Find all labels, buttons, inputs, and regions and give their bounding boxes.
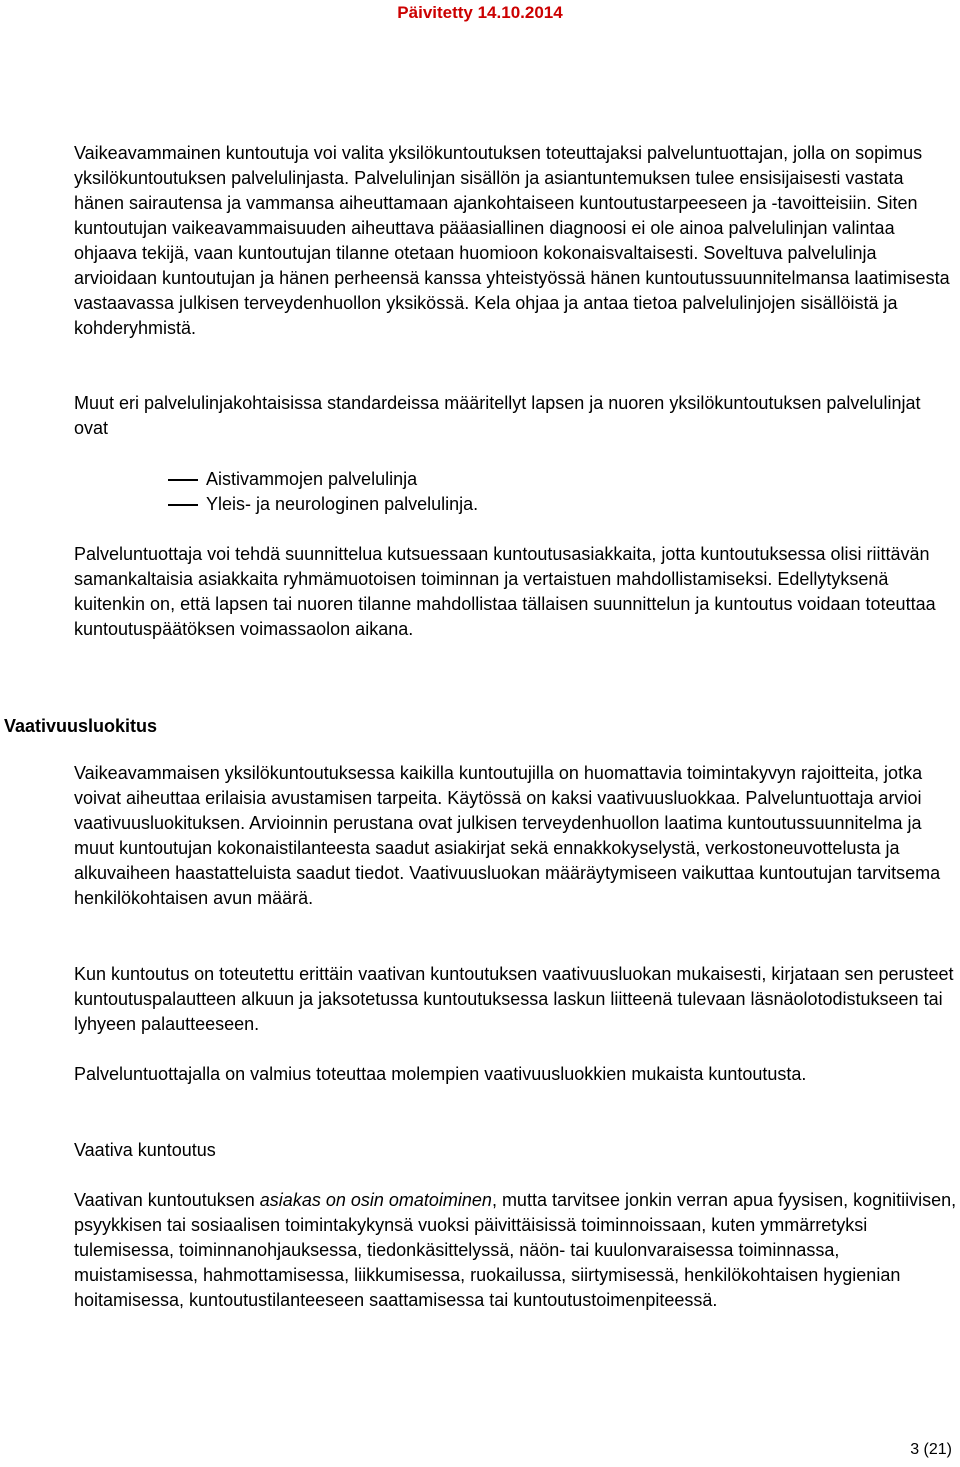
- list-item: Yleis- ja neurologinen palvelulinja.: [168, 492, 478, 517]
- paragraph-readiness: Palveluntuottajalla on valmius toteuttaa molempien vaativuusluokkien mukaista kuntoutusta.: [74, 1064, 807, 1084]
- subheading-demanding-rehab: Vaativa kuntoutus: [74, 1140, 216, 1160]
- service-line-list: [168, 467, 478, 517]
- dash-bullet: [168, 504, 198, 506]
- update-date: Päivitetty 14.10.2014: [397, 3, 563, 22]
- paragraph-intro: Vaikeavammainen kuntoutuja voi valita yksilökuntoutuksen toteuttajaksi palveluntuottajan, jolla on sopimus yksilökuntoutuksen palvelulinjasta. Palvelulinjan sisällön ja asiantuntemuksen tulee ensisijaisesti vastata hänen sairautensa ja vammansa aiheuttamaan ajankohtaiseen kuntoutustarpeeseen ja -tavoitteisiin. Siten kuntoutujan vaikeavammaisuuden aiheuttava pääasiallinen diagnoosi ei ole ainoa palvelulinjan valintaa ohjaava tekijä, vaan kuntoutujan tilanne otetaan huomioon kokonaisvaltaisesti. Soveltuva palvelulinja arvioidaan kuntoutujan ja hänen perheensä kanssa yhteistyössä hänen kuntoutussuunnitelmansa laatimisesta vastaavassa julkisen terveydenhuollon yksikössä. Kela ohjaa ja antaa tietoa palvelulinjojen sisällöistä ja kohderyhmistä.: [74, 143, 950, 338]
- paragraph-demanding-rehab: Vaativan kuntoutuksen asiakas on osin omatoiminen, mutta tarvitsee jonkin verran apua fyysisen, kognitiivisen, psyykkisen tai sosiaalisen toimintakykynsä vuoksi päivittäisissä toiminnoissaan, kuten ymmärretyksi tulemisessa, toiminnanohjauksessa, tiedonkäsittelyssä, näön- tai kuulonvaraisessa toiminnassa, muistamisessa, hahmottamisessa, liikkumisessa, ruokailussa, siirtymisessä, henkilökohtaisen hygienian hoitamisessa, kuntoutustilanteeseen saattamisessa tai kuntoutustoimenpiteessä.: [74, 1190, 957, 1310]
- emphasis-text: asiakas on osin omatoiminen: [259, 1190, 492, 1210]
- paragraph-classification: Vaikeavammaisen yksilökuntoutuksessa kaikilla kuntoutujilla on huomattavia toimintakyvyn rajoitteita, jotka voivat aiheuttaa erilaisia avustamisen tarpeita. Käytössä on kaksi vaativuusluokkaa. Palveluntuottaja arvioi vaativuusluokituksen. Arvioinnin perustana ovat julkisen terveydenhuollon laatima kuntoutussuunnitelma ja muut kuntoutujan kokonaistilanteesta saadut asiakirjat sekä ennakkokyselystä, verkostoneuvottelusta ja alkuvaiheen haastatteluista saadut tiedot. Vaativuusluokan määräytymiseen vaikuttaa kuntoutujan tarvitsema henkilökohtaisen avun määrä.: [74, 763, 941, 908]
- page-number: 3 (21): [910, 1441, 952, 1458]
- section-heading: Vaativuusluokitus: [4, 716, 158, 736]
- paragraph-documentation: Kun kuntoutus on toteutettu erittäin vaativan kuntoutuksen vaativuusluokan mukaisesti, kirjataan sen perusteet kuntoutuspalautteen alkuun ja jaksotetussa kuntoutuksessa laskun liitteenä tulevaan läsnäolotodistukseen tai lyhyeen palautteeseen.: [74, 964, 954, 1034]
- paragraph-planning: Palveluntuottaja voi tehdä suunnittelua kutsuessaan kuntoutusasiakkaita, jotta kuntoutuksessa olisi riittävän samankaltaisia asiakkaita ryhmämuotoisen toiminnan ja vertaistuen mahdollistamiseksi. Edellytyksenä kuitenkin on, että lapsen tai nuoren tilanne mahdollistaa tällaisen suunnittelun ja kuntoutus voidaan toteuttaa kuntoutuspäätöksen voimassaolon aikana.: [74, 544, 936, 639]
- paragraph-service-lines: Muut eri palvelulinjakohtaisissa standardeissa määritellyt lapsen ja nuoren yksilökuntoutuksen palvelulinjat ovat: [74, 393, 921, 438]
- dash-bullet: [168, 479, 198, 481]
- list-item: Aistivammojen palvelulinja: [168, 467, 478, 492]
